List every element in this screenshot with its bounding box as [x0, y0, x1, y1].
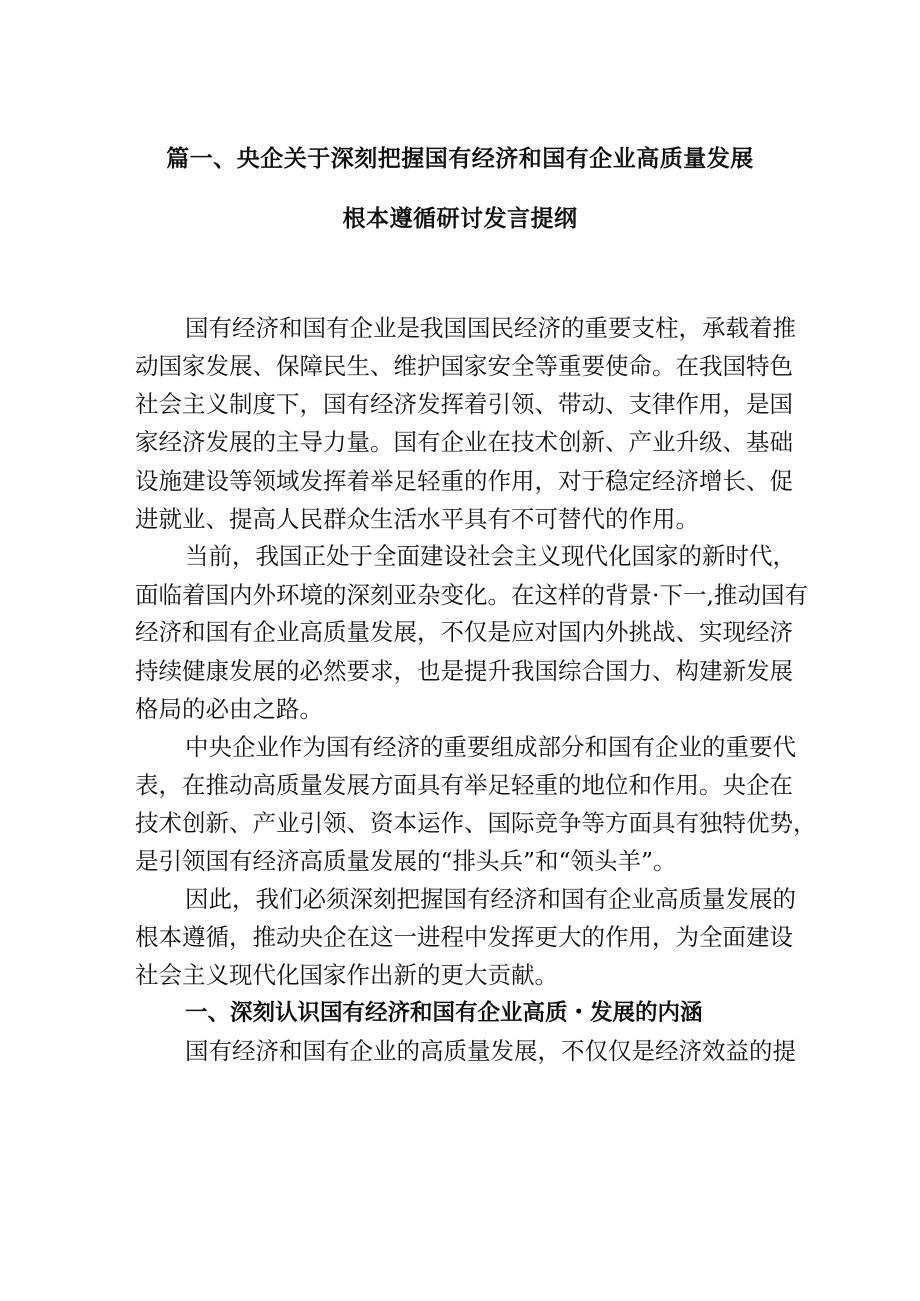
- paragraph-line: 是引领国有经济高质量发展的“排头兵”和“领头羊”。: [135, 847, 677, 875]
- document-title-line-2: 根本遵循研讨发言提纲: [342, 206, 578, 232]
- paragraph-line: 中央企业作为国有经济的重要组成部分和国有企业的重要代: [185, 733, 796, 761]
- paragraph-line: 设施建设等领域发挥着举足轻重的作用，对于稳定经济增长、促: [135, 467, 793, 495]
- paragraph-line: 社会主义现代化国家作出新的更大贡献。: [135, 961, 558, 989]
- paragraph-line: 根本遵循，推动央企在这一进程中发挥更大的作用，为全面建设: [135, 923, 793, 951]
- paragraph-line: 持续健康发展的必然要求，也是提升我国综合国力、构建新发展: [135, 657, 793, 685]
- paragraph-line: 技术创新、产业引领、资本运作、国际竞争等方面具有独特优势，: [135, 809, 817, 837]
- section-heading: 一、深刻认识国有经济和国有企业高质・发展的内涵: [185, 1000, 703, 1026]
- paragraph-line: 动国家发展、保障民生、维护国家安全等重要使命。在我国特色: [135, 352, 793, 380]
- paragraph-line: 国有经济和国有企业是我国国民经济的重要支柱，承载着推: [185, 314, 796, 342]
- document-title-line-1: 篇一、央企关于深刻把握国有经济和国有企业高质量发展: [166, 146, 754, 172]
- paragraph-line: 面临着国内外环境的深刻亚杂变化。在这样的背景·下一,推动国有: [135, 581, 808, 609]
- paragraph-line: 社会主义制度下，国有经济发挥着引领、带动、支律作用，是国: [135, 390, 793, 418]
- paragraph-line: 进就业、提高人民群众生活水平具有不可替代的作用。: [135, 505, 699, 533]
- paragraph-line: 因此，我们必须深刻把握国有经济和国有企业高质量发展的: [185, 885, 796, 913]
- paragraph-line: 格局的必由之路。: [135, 695, 323, 723]
- paragraph-line: 经济和国有企业高质量发展，不仅是应对国内外挑战、实现经济: [135, 618, 793, 646]
- paragraph-line: 国有经济和国有企业的高质量发展，不仅仅是经济效益的提: [185, 1037, 796, 1065]
- paragraph-line: 当前，我国正处于全面建设社会主义现代化国家的新时代，: [185, 542, 796, 570]
- paragraph-line: 家经济发展的主导力量。国有企业在技术创新、产业升级、基础: [135, 428, 793, 456]
- paragraph-line: 表，在推动高质量发展方面具有举足轻重的地位和作用。央企在: [135, 771, 793, 799]
